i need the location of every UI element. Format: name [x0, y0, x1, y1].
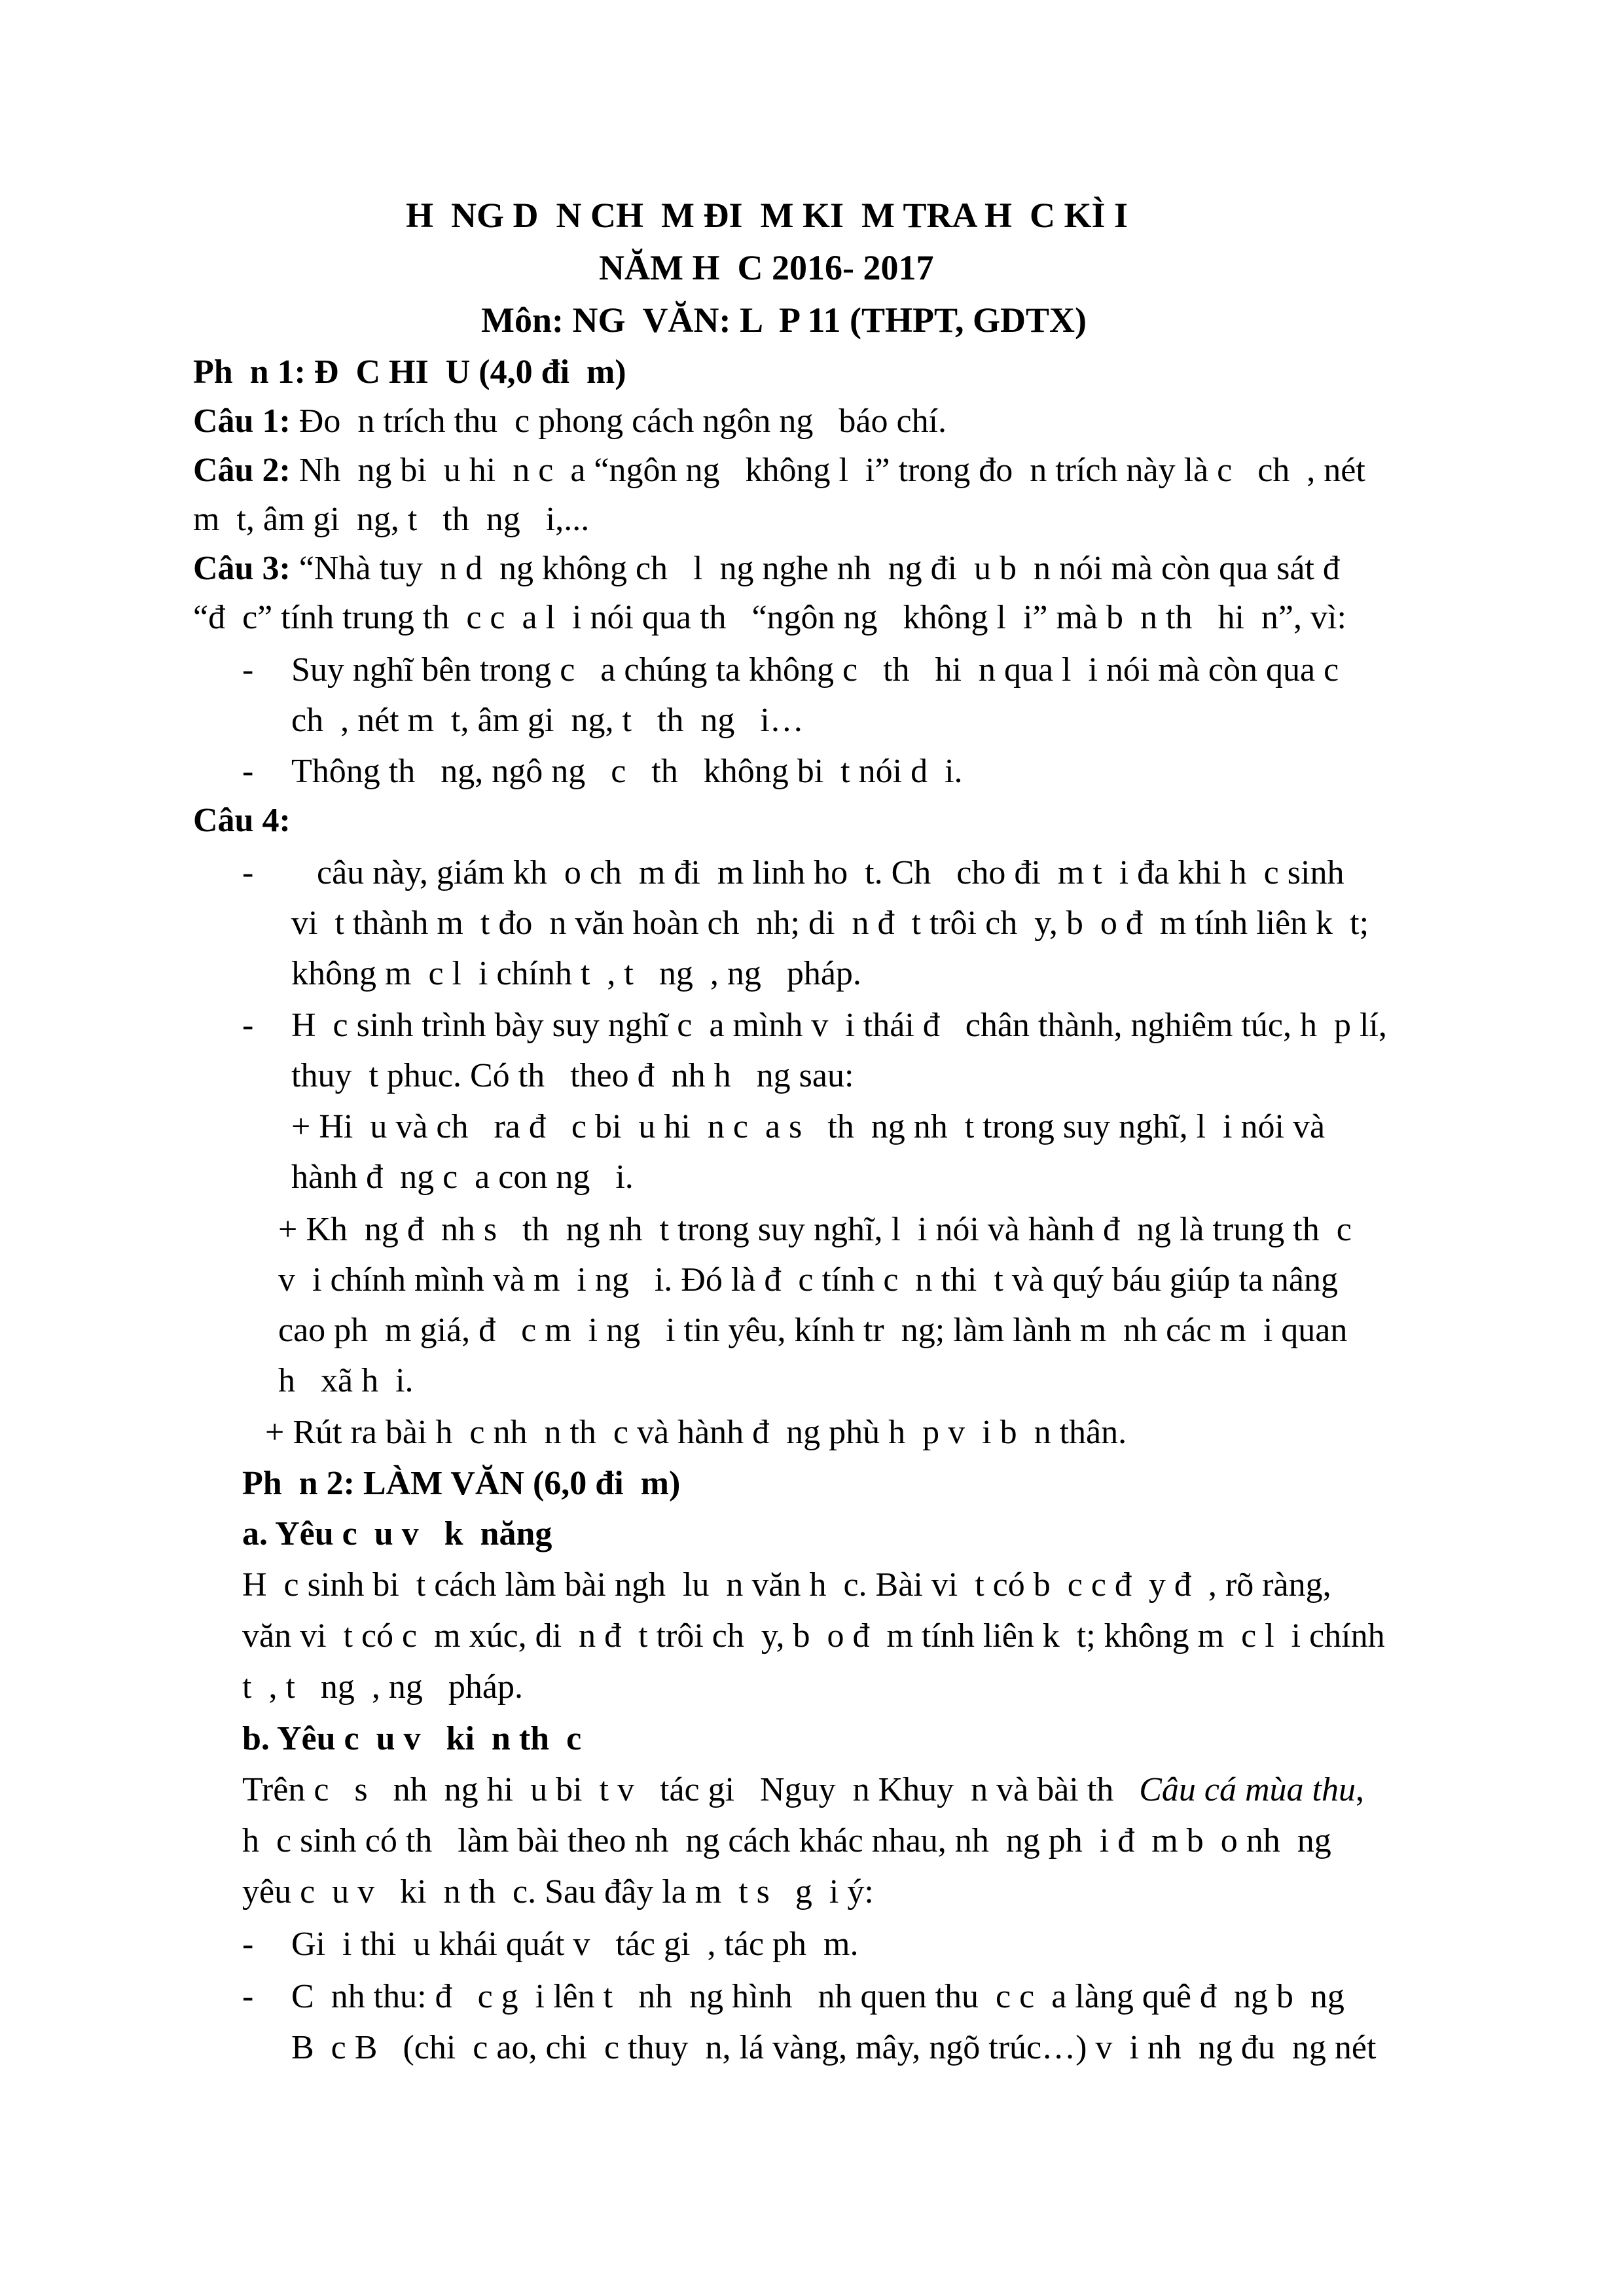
- q3-text-1: “Nhà tuy n d ng không ch l ng nghe nh ng đi u b n nói mà còn qua sát đ: [290, 550, 1340, 587]
- q4-bullet-1a: câu này, giám kh o ch m đi m linh ho t. Ch cho đi m t i đa khi h c sinh: [291, 854, 1344, 891]
- q2-line-2: m t, âm gi ng, t th ng i,...: [193, 501, 590, 538]
- q4-label: Câu 4:: [193, 802, 291, 839]
- q4-plus-3: + Rút ra bài h c nh n th c và hành đ ng phù h p v i b n thân.: [265, 1414, 1127, 1451]
- title-line-3: Môn: NG VĂN: L P 11 (THPT, GDTX): [481, 300, 1087, 340]
- part2-a-line-2: văn vi t có c m xúc, di n đ t trôi ch y, b o đ m tính liên k t; không m c l i chính: [242, 1617, 1385, 1655]
- bullet-dash: -: [242, 854, 254, 891]
- q1-text: Đo n trích thu c phong cách ngôn ng báo chí.: [290, 403, 947, 440]
- q3-line-2: “đ c” tính trung th c c a l i nói qua th “ngôn ng không l i” mà b n th hi n”, vì:: [193, 599, 1346, 636]
- q2-label: Câu 2:: [193, 452, 291, 489]
- part2-b-heading: b. Yêu c u v ki n th c: [242, 1720, 582, 1757]
- bullet-dash: -: [242, 651, 254, 689]
- part2-b-bullet-1: Gi i thi u khái quát v tác gi , tác ph m.: [291, 1926, 859, 1963]
- part2-a-line-3: t , t ng , ng pháp.: [242, 1668, 523, 1706]
- q3-bullet-1b: ch , nét m t, âm gi ng, t th ng i…: [291, 702, 804, 739]
- q4-plus-2c: cao ph m giá, đ c m i ng i tin yêu, kính tr ng; làm lành m nh các m i quan: [278, 1312, 1348, 1349]
- q4-bullet-2b: thuy t phuc. Có th theo đ nh h ng sau:: [291, 1057, 854, 1094]
- q4-bullet-1b: vi t thành m t đo n văn hoàn ch nh; di n đ t trôi ch y, b o đ m tính liên k t;: [291, 905, 1369, 942]
- q4-plus-2d: h xã h i.: [278, 1362, 414, 1399]
- part2-b-line-2: h c sinh có th làm bài theo nh ng cách khác nhau, nh ng ph i đ m b o nh ng: [242, 1822, 1331, 1859]
- part2-a-line-1: H c sinh bi t cách làm bài ngh lu n văn h c. Bài vi t có b c c đ y đ , rõ ràng,: [242, 1566, 1331, 1604]
- q4-bullet-2a: H c sinh trình bày suy nghĩ c a mình v i thái đ chân thành, nghiêm túc, h p lí,: [291, 1007, 1387, 1044]
- part1-heading: Ph n 1: Đ C HI U (4,0 đi m): [193, 353, 626, 391]
- q3-bullet-1a: Suy nghĩ bên trong c a chúng ta không c th hi n qua l i nói mà còn qua c: [291, 651, 1339, 689]
- title-line-1: H NG D N CH M ĐI M KI M TRA H C KÌ I: [406, 196, 1128, 235]
- part2-heading: Ph n 2: LÀM VĂN (6,0 đi m): [242, 1465, 681, 1502]
- q3-bullet-2: Thông th ng, ngô ng c th không bi t nói d i.: [291, 753, 963, 790]
- part2-b-line-1: [242, 1765, 1364, 1816]
- q4-plus-1b: hành đ ng c a con ng i.: [291, 1158, 634, 1196]
- part2-b-line-3: yêu c u v ki n th c. Sau đây la m t s g i ý:: [242, 1873, 874, 1910]
- part2-a-heading: a. Yêu c u v k năng: [242, 1515, 552, 1552]
- q2-text-1: Nh ng bi u hi n c a “ngôn ng không l i” trong đo n trích này là c ch , nét: [290, 452, 1365, 489]
- part2-b-line-1-post: ,: [1355, 1771, 1364, 1808]
- poem-title: Câu cá mùa thu: [1139, 1771, 1356, 1808]
- bullet-dash: -: [242, 1926, 254, 1963]
- part2-b-bullet-2a: C nh thu: đ c g i lên t nh ng hình nh quen thu c c a làng quê đ ng b ng: [291, 1978, 1344, 2015]
- q3-line-1: [193, 543, 1340, 594]
- bullet-dash: -: [242, 1007, 254, 1044]
- q4-plus-1a: + Hi u và ch ra đ c bi u hi n c a s th ng nh t trong suy nghĩ, l i nói và: [291, 1108, 1326, 1145]
- part2-b-bullet-2b: B c B (chi c ao, chi c thuy n, lá vàng, mây, ngõ trúc…) v i nh ng đu ng nét: [291, 2029, 1377, 2066]
- part2-b-line-1-pre: Trên c s nh ng hi u bi t v tác gi Nguy n Khuy n và bài th: [242, 1771, 1140, 1808]
- q4-plus-2a: + Kh ng đ nh s th ng nh t trong suy nghĩ, l i nói và hành đ ng là trung th c: [278, 1211, 1352, 1248]
- q4-bullet-1c: không m c l i chính t , t ng , ng pháp.: [291, 955, 861, 992]
- bullet-dash: -: [242, 1978, 254, 2015]
- q2-line-1: [193, 445, 1365, 496]
- bullet-dash: -: [242, 753, 254, 790]
- q4-plus-2b: v i chính mình và m i ng i. Đó là đ c tính c n thi t và quý báu giúp ta nâng: [278, 1261, 1338, 1299]
- q1-line: [193, 396, 947, 447]
- title-line-2: NĂM H C 2016- 2017: [599, 248, 934, 287]
- q3-label: Câu 3:: [193, 550, 291, 587]
- q1-label: Câu 1:: [193, 403, 291, 440]
